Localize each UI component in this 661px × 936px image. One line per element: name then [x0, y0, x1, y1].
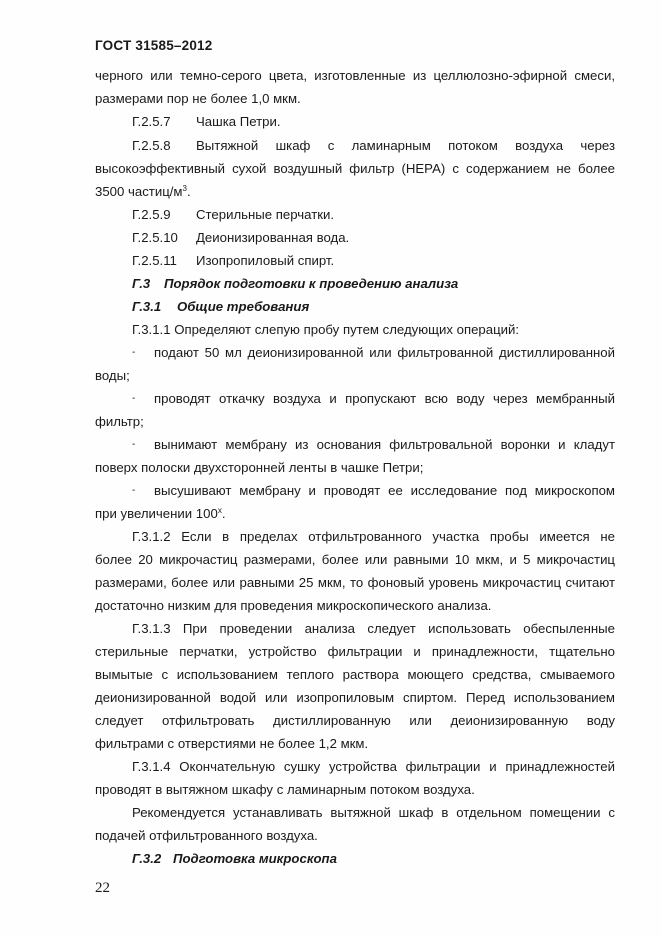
section-title: Порядок подготовки к проведению анализа [164, 276, 459, 291]
subsection-title: Подготовка микроскопа [173, 851, 337, 866]
text-line: стерильные перчатки, устройство фильтрации и принадлежности, тщательно [95, 644, 615, 659]
page-number: 22 [95, 880, 110, 896]
item-text: Изопропиловый спирт. [196, 253, 335, 268]
bullet-line: вынимают мембрану из основания фильтровальной воронки и кладут [154, 437, 615, 452]
superscript: 3 [182, 184, 187, 193]
text-line: проводят в вытяжном шкафу с ламинарным потоком воздуха. [95, 782, 475, 797]
text-line: деионизированной водой или изопропиловым спиртом. Перед использованием [95, 690, 615, 705]
text-line: Г.3.1.4 Окончательную сушку устройства фильтрации и принадлежностей [132, 759, 615, 774]
item-number: Г.2.5.9 [132, 207, 171, 222]
text-line: достаточно низким для проведения микроскопического анализа. [95, 598, 492, 613]
bullet-mark: - [132, 393, 136, 404]
bullet-line: высушивают мембрану и проводят ее исследование под микроскопом [154, 483, 615, 498]
text-line: Г.3.1.1 Определяют слепую пробу путем следующих операций: [132, 322, 520, 337]
text-span: . [221, 506, 226, 521]
text-line [95, 184, 615, 200]
item-line [132, 114, 615, 130]
item-line [132, 253, 615, 269]
text-line: Г.3.1.2 Если в пределах отфильтрованного участка пробы имеется не [132, 529, 615, 544]
item-number: Г.2.5.8 [132, 138, 171, 153]
text-line: более 20 микрочастиц размерами, более или равными 10 мкм, и 5 микрочастиц [95, 552, 615, 567]
document-header: ГОСТ 31585–2012 [95, 38, 213, 53]
bullet-mark: - [132, 485, 136, 496]
text-line: фильтр; [95, 414, 144, 429]
section-heading [132, 276, 615, 292]
item-text: Вытяжной шкаф с ламинарным потоком воздуха через [196, 138, 615, 153]
subsection-number: Г.3.2 [132, 851, 162, 866]
subsection-number: Г.3.1 [132, 299, 162, 314]
text-span: при увеличении 100 [95, 506, 218, 521]
text-line: вымытые с использованием теплого раствора моющего средства, смываемого [95, 667, 615, 682]
text-line: воды; [95, 368, 130, 383]
item-text: Деионизированная вода. [196, 230, 350, 245]
text-line: размерами пор не более 1,0 мкм. [95, 91, 301, 106]
item-number: Г.2.5.7 [132, 114, 171, 129]
text-span: 3500 частиц/м [95, 184, 183, 199]
item-text: Стерильные перчатки. [196, 207, 335, 222]
text-line: Рекомендуется устанавливать вытяжной шкаф в отдельном помещении с [132, 805, 615, 820]
text-line: фильтрами с отверстиями не более 1,2 мкм. [95, 736, 369, 751]
subsection-heading [132, 299, 615, 315]
item-line [132, 138, 615, 154]
text-line: следует отфильтровать дистиллированную или деионизированную воду [95, 713, 615, 728]
text-line: высокоэффективный сухой воздушный фильтр (НЕРА) с содержанием не более [95, 161, 615, 176]
bullet-mark: - [132, 439, 136, 450]
text-line: подачей отфильтрованного воздуха. [95, 828, 318, 843]
text-line: Г.3.1.3 При проведении анализа следует использовать обеспыленные [132, 621, 615, 636]
subsection-heading [132, 851, 615, 867]
text-line: черного или темно-серого цвета, изготовленные из целлюлозно-эфирной смеси, [95, 68, 615, 83]
bullet-line: проводят откачку воздуха и пропускают всю воду через мембранный [154, 391, 615, 406]
text-span: . [186, 184, 191, 199]
subsection-title: Общие требования [177, 299, 310, 314]
text-line: размерами, более или равными 25 мкм, то фоновый уровень микрочастиц считают [95, 575, 615, 590]
item-number: Г.2.5.10 [132, 230, 178, 245]
item-line [132, 207, 615, 223]
section-number: Г.3 [132, 276, 151, 291]
bullet-mark: - [132, 347, 136, 358]
item-text: Чашка Петри. [196, 114, 281, 129]
superscript: х [217, 506, 222, 515]
item-number: Г.2.5.11 [132, 253, 177, 268]
item-line [132, 230, 615, 246]
text-line [95, 506, 615, 522]
text-line: поверх полоски двухсторонней ленты в чашке Петри; [95, 460, 424, 475]
bullet-line: подают 50 мл деионизированной или фильтрованной дистиллированной [154, 345, 615, 360]
